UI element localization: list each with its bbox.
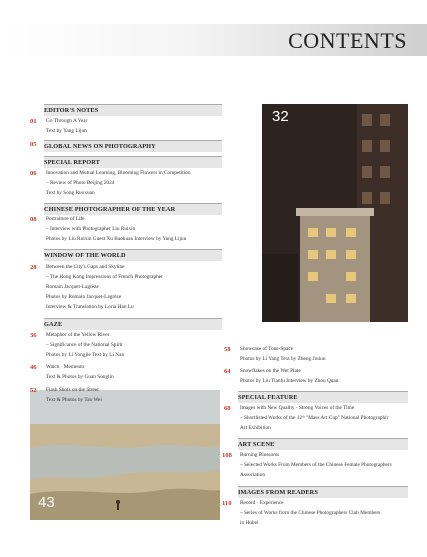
entry-subtitle: – Significance of the National Spirit bbox=[46, 342, 123, 348]
entry-credit: Photos by Li Yongjie Text by Li Nan bbox=[46, 352, 125, 358]
section-heading-editors-notes: EDITOR'S NOTES bbox=[44, 104, 222, 116]
entry-title[interactable]: Innovation and Mutual Learning, Blooming Flowers in Competition bbox=[46, 170, 191, 176]
page-number: 01 bbox=[30, 118, 37, 125]
page-number: 52 bbox=[30, 387, 37, 394]
entry-subtitle: Association bbox=[240, 472, 266, 478]
cover-photo-buildings bbox=[262, 104, 408, 322]
entry-credit: Text by Yang Lijun bbox=[46, 128, 87, 134]
section-heading-global-news[interactable]: GLOBAL NEWS ON PHOTOGRAPHY bbox=[44, 140, 222, 152]
photo-page-number: 43 bbox=[38, 494, 55, 511]
entry-title[interactable]: Between the City's Gaps and Skyline bbox=[46, 264, 125, 270]
entry-credit: Text & Photos by Guan Songlin bbox=[46, 374, 114, 380]
entry-title[interactable]: Flash Shots on the Street bbox=[46, 387, 99, 393]
river-illustration bbox=[30, 390, 220, 520]
entry-credit: Photos by Romain Jacquet-Lagrèze bbox=[46, 294, 122, 300]
page-title: CONTENTS bbox=[288, 28, 407, 53]
section-heading-window-of-world: WINDOW OF THE WORLD bbox=[44, 249, 222, 261]
entry-subtitle: – Review of Photo Beijing 2024 bbox=[46, 180, 115, 186]
entry-credit: Photos by Liu Tianfu Interview by Zhou Quan bbox=[240, 378, 339, 384]
page-number: 08 bbox=[30, 216, 37, 223]
entry-title[interactable]: Go Through A Year bbox=[46, 118, 88, 124]
entry-title[interactable]: Burning Blossoms bbox=[240, 452, 280, 458]
section-heading-art-scene: ART SCENE bbox=[238, 438, 408, 450]
page-number: 28 bbox=[30, 264, 37, 271]
entry-title[interactable]: Metaphor of the Yellow River bbox=[46, 332, 110, 338]
page-number: 68 bbox=[224, 405, 231, 412]
entry-title[interactable]: Showcase of Tone-Space bbox=[240, 346, 294, 352]
entry-credit: Text by Song Ruoxuan bbox=[46, 190, 95, 196]
entry-credit: Photos by Liu Ruixin Guest Xu Baokuan Interview by Yang Lijun bbox=[46, 236, 187, 242]
entry-title[interactable]: Images with New Quality · Strong Voices of the Time bbox=[240, 405, 355, 411]
entry-title[interactable]: Portraiture of Life bbox=[46, 216, 85, 222]
entry-subtitle: – Interview with Photographer Liu Ruixin bbox=[46, 226, 136, 232]
buildings-illustration bbox=[262, 104, 408, 322]
section-heading-photographer-of-year: CHINESE PHOTOGRAPHER OF THE YEAR bbox=[44, 203, 222, 215]
entry-credit: Text & Photos by Tan Wei bbox=[46, 397, 102, 403]
entry-subtitle: – Series of Works from the Chinese Photographers Club Members bbox=[240, 510, 381, 516]
entry-subtitle: – Selected Works From Members of the Chinese Female Photographers bbox=[240, 462, 392, 468]
entry-title[interactable]: Record · Experience bbox=[240, 500, 284, 506]
entry-subtitle: Romain Jacquet-Lagrèze bbox=[46, 284, 99, 290]
entry-credit: Photos by Li Yang Text by Zheng Jiulun bbox=[240, 356, 326, 362]
page-number: 108 bbox=[222, 452, 232, 459]
entry-title[interactable]: Snowflakes on the Wet Plate bbox=[240, 368, 301, 374]
entry-subtitle: Art Exhibition bbox=[240, 425, 271, 431]
entry-subtitle: – Shortlisted Works of the 12ᵗʰ "Mass Art Cup" National Photographic bbox=[240, 415, 389, 421]
entry-subtitle: – The Hong Kong Impressions of French Photographer bbox=[46, 274, 163, 280]
section-heading-images-from-readers: IMAGES FROM READERS bbox=[238, 486, 408, 498]
landscape-photo-river bbox=[30, 390, 220, 520]
page-number: 110 bbox=[222, 500, 232, 507]
page-number: 36 bbox=[30, 332, 37, 339]
entry-title[interactable]: Watch · Memento bbox=[46, 364, 85, 370]
section-heading-special-report: SPECIAL REPORT bbox=[44, 156, 222, 168]
page-number: 64 bbox=[224, 368, 231, 375]
section-heading-special-feature: SPECIAL FEATURE bbox=[238, 391, 408, 403]
page-number: 58 bbox=[224, 346, 231, 353]
page-number: 05 bbox=[30, 141, 37, 148]
entry-credit: Interview & Translation by Loria Han Lu bbox=[46, 304, 134, 310]
page-number: 06 bbox=[30, 170, 37, 177]
entry-subtitle: in Hubei bbox=[240, 520, 259, 526]
page-number: 46 bbox=[30, 364, 37, 371]
photo-page-number: 32 bbox=[272, 108, 289, 125]
section-heading-gaze: GAZE bbox=[44, 318, 222, 330]
